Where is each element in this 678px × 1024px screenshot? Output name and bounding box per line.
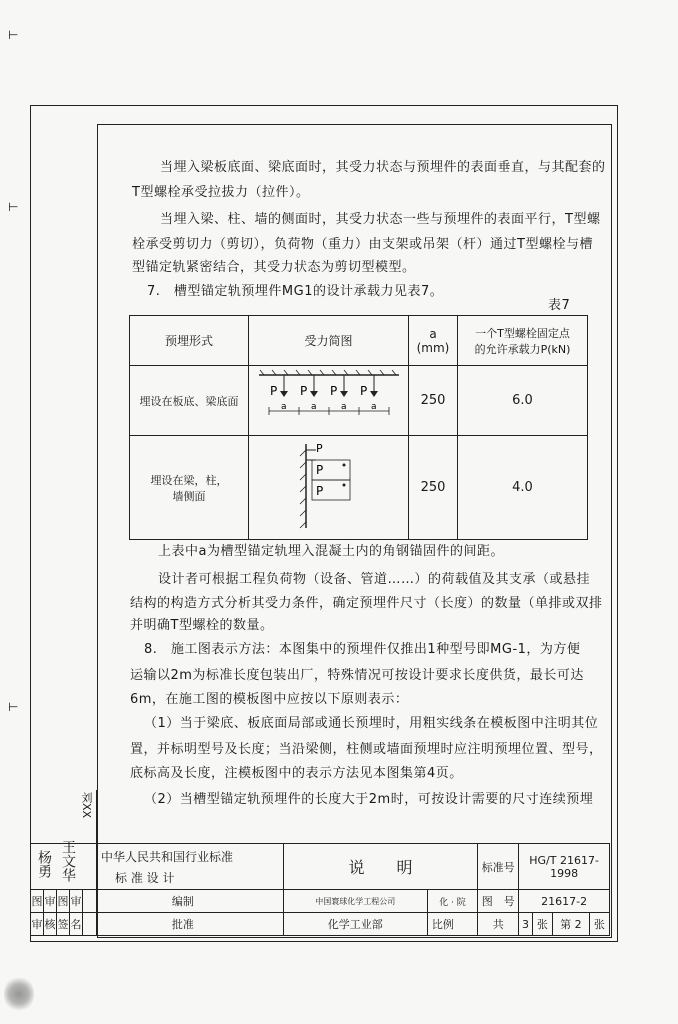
- paragraph-2: 当埋入梁、柱、墙的侧面时，其受力状态一些与预埋件的表面平行，T型螺: [160, 212, 601, 227]
- fig-label: 图 号: [478, 890, 519, 913]
- tb-cell: 核: [44, 913, 57, 936]
- tb-cell: 图: [57, 890, 70, 913]
- header-a: a (mm): [409, 316, 458, 366]
- spacing-label: a: [370, 402, 377, 412]
- tb-cell: 批准: [83, 913, 284, 936]
- std-label: 标准号: [478, 844, 519, 890]
- load-label: P: [315, 484, 323, 498]
- load-label: P: [315, 463, 323, 477]
- std-value: HG/T 21617-1998: [519, 844, 610, 890]
- total-value: 3: [519, 913, 533, 936]
- page-unit: 张: [589, 913, 609, 936]
- page-value: 2: [574, 918, 582, 931]
- row1-a: 250: [409, 366, 458, 436]
- org-cell: [31, 844, 284, 890]
- tb-cell: 化学工业部: [283, 913, 427, 936]
- drawing-title: 说 明: [283, 844, 477, 890]
- load-label: P: [315, 442, 323, 455]
- row1-form: 埋设在板底、梁底面: [130, 366, 249, 436]
- binding-stain: [4, 975, 34, 1013]
- row1-diagram: [249, 366, 409, 436]
- tb-cell: 审: [70, 890, 83, 913]
- row2-capacity: 4.0: [458, 436, 588, 540]
- paragraph-5b: 结构的构造方式分析其受力条件，确定预埋件尺寸（长度）的数量（单排或双排: [130, 596, 603, 611]
- load-label: P: [359, 384, 367, 398]
- title-block: [30, 843, 610, 936]
- paragraph-1b: T型螺栓承受拉拔力（拉件）。: [132, 185, 310, 200]
- signature: 王文华: [60, 840, 76, 882]
- paragraph-7: （1）当于梁底、板底面局部或通长预埋时，用粗实线条在模板图中注明其位: [144, 716, 599, 731]
- paragraph-2c: 型锚定轨紧密结合，其受力状态为剪切型模型。: [132, 260, 416, 275]
- paragraph-7b: 置，并标明型号及长度；当沿梁侧，柱侧或墙面预埋时应注明预埋位置、型号，: [130, 742, 603, 757]
- paragraph-3: 7. 槽型锚定轨预埋件MG1的设计承载力见表7。: [147, 284, 444, 299]
- tb-cell: 名: [70, 913, 83, 936]
- header-embed-type: 预埋形式: [130, 316, 249, 366]
- signature: 刘XX: [80, 792, 93, 819]
- paragraph-5: 设计者可根据工程负荷物（设备、管道……）的荷载值及其支承（或悬挂: [158, 572, 591, 587]
- fig-value: 21617-2: [519, 890, 610, 913]
- spacing-label: a: [310, 402, 317, 412]
- row2-diagram: [249, 436, 409, 540]
- wall-load-diagram: [254, 438, 404, 534]
- page-label-value: [553, 913, 590, 936]
- signature: 杨勇: [36, 850, 52, 878]
- paragraph-1: 当埋入梁板底面、梁底面时，其受力状态与预埋件的表面垂直，与其配套的: [160, 160, 606, 175]
- paragraph-6b: 运输以2m为标准长度包装出厂，特殊情况可按设计要求长度供货，最长可达: [130, 668, 584, 683]
- sheet-label: 张: [532, 913, 552, 936]
- paragraph-6: 8. 施工图表示方法：本图集中的预埋件仅推出1种型号即MG-1，为方便: [144, 642, 581, 657]
- load-label: P: [269, 384, 277, 398]
- row2-form: 埋设在梁，柱， 墙侧面: [130, 436, 249, 540]
- ceiling-load-diagram: [254, 367, 404, 431]
- total-label: 共: [478, 913, 519, 936]
- row2-a: 250: [409, 436, 458, 540]
- corner-mark: ⊢: [8, 28, 19, 42]
- tb-cell: 编制: [83, 890, 284, 913]
- tb-cell: 图: [31, 890, 44, 913]
- load-label: P: [299, 384, 307, 398]
- spacing-label: a: [280, 402, 287, 412]
- load-label: P: [329, 384, 337, 398]
- table-label: 表7: [548, 298, 571, 313]
- header-diagram: 受力简图: [249, 316, 409, 366]
- paragraph-5c: 并明确T型螺栓的数量。: [130, 618, 274, 633]
- tb-cell: 审: [44, 890, 57, 913]
- tb-cell: 化 · 院: [427, 890, 477, 913]
- org-subtitle: 标 准 设 计: [115, 870, 175, 885]
- header-capacity: 一个T型螺栓固定点 的允许承载力P(kN): [458, 316, 588, 366]
- org-name: 中华人民共和国行业标准: [101, 849, 234, 864]
- spacing-label: a: [340, 402, 347, 412]
- row1-capacity: 6.0: [458, 366, 588, 436]
- tb-cell: 比例: [427, 913, 477, 936]
- paragraph-7c: 底标高及长度，注模板图中的表示方法见本图集第4页。: [130, 766, 463, 781]
- tb-cell: 签: [57, 913, 70, 936]
- tb-cell: 中国寰球化学工程公司: [283, 890, 427, 913]
- load-capacity-table: [129, 315, 588, 540]
- paragraph-8: （2）当槽型锚定轨预埋件的长度大于2m时，可按设计需要的尺寸连续预埋: [144, 792, 594, 807]
- paragraph-6c: 6m，在施工图的模板图中应按以下原则表示：: [130, 692, 409, 707]
- corner-mark: ⊢: [8, 700, 19, 714]
- page-label: 第: [560, 918, 572, 931]
- tb-cell: 审: [31, 913, 44, 936]
- paragraph-2b: 栓承受剪切力（剪切），负荷物（重力）由支架或吊架（杆）通过T型螺栓与槽: [132, 237, 593, 252]
- corner-mark: ⊢: [8, 200, 19, 214]
- paragraph-4: 上表中a为槽型锚定轨埋入混凝土内的角钢锚固件的间距。: [158, 544, 504, 559]
